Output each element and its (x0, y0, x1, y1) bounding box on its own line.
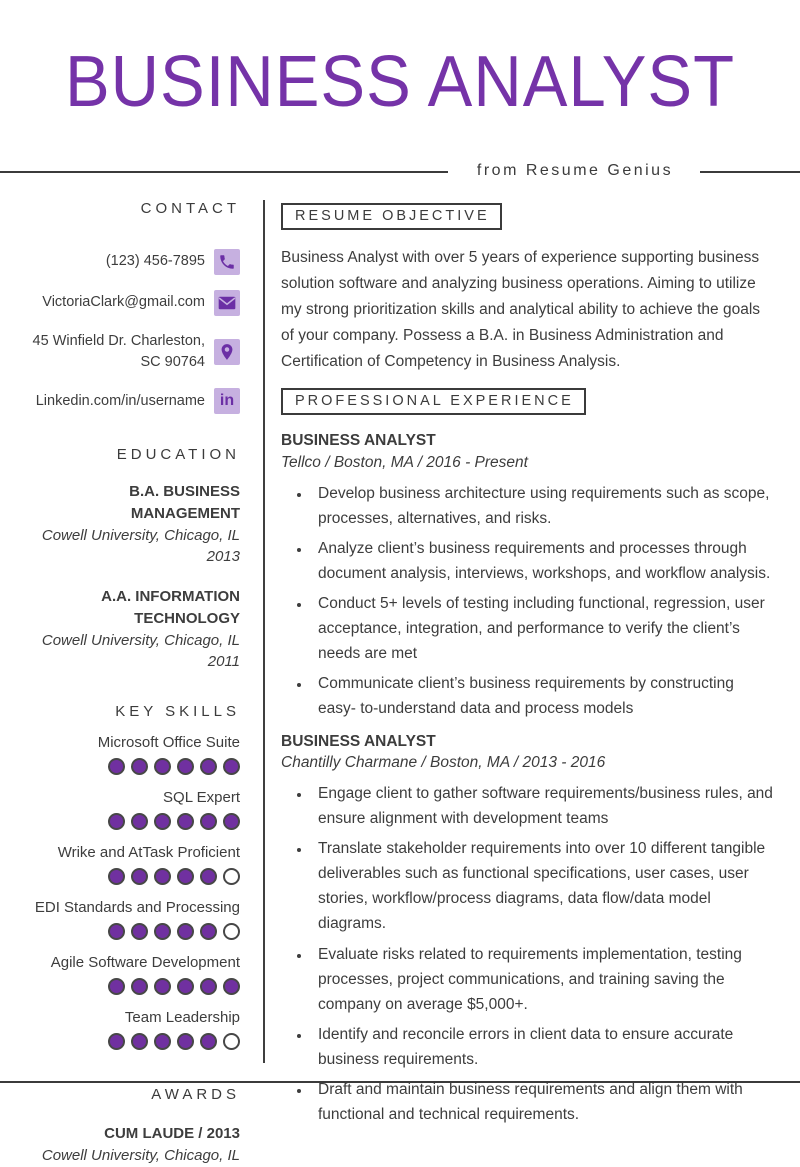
skill-dot-filled (108, 1033, 125, 1050)
skill-label: EDI Standards and Processing (34, 899, 240, 917)
school-name: Cowell University, Chicago, IL (41, 526, 240, 544)
key-skills-section (32, 703, 240, 1050)
skill-rating (32, 758, 240, 775)
education-entry (32, 481, 240, 568)
contact-list (32, 249, 240, 414)
skill-dot-filled (177, 758, 194, 775)
skill-dot-filled (223, 978, 240, 995)
job-meta: Tellco / Boston, MA / 2016 - Present (281, 453, 528, 471)
contact-row-address (32, 331, 240, 373)
awards-section (32, 1086, 240, 1167)
job-bullet: • Translate stakeholder requirements into over 10 different tangible deliverables such as functional specifications, user cases, user stories, workflow/process diagrams, data flow/data model diagrams. (311, 836, 775, 936)
education-entry (32, 586, 240, 673)
location-icon (214, 339, 240, 365)
skill-item (32, 1007, 240, 1050)
degree-name: B.A. BUSINESS MANAGEMENT (129, 483, 240, 522)
skill-label: Wrike and AtTask Proficient (57, 844, 240, 862)
skill-label: SQL Expert (163, 789, 240, 807)
education-section (32, 446, 240, 673)
contact-heading: CONTACT (140, 200, 240, 217)
skill-label: Agile Software Development (50, 954, 240, 972)
skill-dot-filled (200, 1033, 217, 1050)
email-address: VictoriaClark@gmail.com (42, 294, 205, 311)
award-title: CUM LAUDE / 2013 (104, 1125, 240, 1143)
award-entry (32, 1123, 240, 1167)
job-entry (281, 430, 775, 721)
phone-number: (123) 456-7895 (105, 253, 205, 270)
skill-dot-filled (154, 923, 171, 940)
skill-dot-filled (200, 813, 217, 830)
contact-row-phone (32, 249, 240, 275)
job-bullet: • Draft and maintain business requirements and align them with functional and technical requirements. (311, 1077, 775, 1127)
skill-item (32, 897, 240, 940)
skill-dot-filled (131, 868, 148, 885)
sidebar (32, 200, 240, 1167)
skill-dot-filled (177, 1033, 194, 1050)
skill-dot-filled (131, 813, 148, 830)
skill-label: Microsoft Office Suite (97, 734, 240, 752)
tagline-rule-right (700, 171, 800, 173)
job-bullet: • Develop business architecture using requirements such as scope, processes, alternatives, and risks. (311, 481, 775, 531)
main-column (281, 203, 775, 1132)
skill-dot-filled (223, 758, 240, 775)
job-bullet: • Engage client to gather software requirements/business rules, and ensure alignment with development teams (311, 781, 775, 831)
linkedin-icon: in (214, 388, 240, 414)
key-skills-heading: KEY SKILLS (115, 703, 240, 721)
skill-item (32, 842, 240, 885)
skill-rating (32, 1033, 240, 1050)
job-bullet-list (281, 481, 775, 722)
job-bullet: • Identify and reconcile errors in client data to ensure accurate business requirements. (311, 1022, 775, 1072)
job-meta: Chantilly Charmane / Boston, MA / 2013 - 2016 (281, 754, 606, 772)
job-bullet-list (281, 781, 775, 1127)
award-school: Cowell University, Chicago, IL (41, 1146, 240, 1164)
skill-dot-filled (154, 813, 171, 830)
skill-dot-filled (108, 868, 125, 885)
school-name: Cowell University, Chicago, IL (41, 631, 240, 649)
page-title: BUSINESS ANALYST (64, 41, 736, 123)
awards-heading: AWARDS (151, 1086, 240, 1104)
skill-dot-filled (177, 978, 194, 995)
skill-dot-filled (177, 868, 194, 885)
skill-dot-filled (131, 978, 148, 995)
skill-dot-filled (200, 978, 217, 995)
contact-row-linkedin (32, 388, 240, 414)
column-divider (263, 200, 265, 1063)
degree-name: A.A. INFORMATION TECHNOLOGY (101, 588, 240, 627)
skill-dot-filled (131, 923, 148, 940)
resume-objective-text: Business Analyst with over 5 years of experience supporting business solution software and analyzing business operations. Aiming to utilize my strong prioritization skills and analytical ability to achieve the goals of your company. Possess a B.A. in Business Administration and Certification of Competency in Business Analysis. (281, 249, 761, 371)
skill-dot-filled (154, 1033, 171, 1050)
skill-dot-filled (177, 813, 194, 830)
skill-dot-filled (131, 1033, 148, 1050)
street-address: 45 Winfield Dr. Charleston, SC 90764 (32, 333, 205, 371)
skill-rating (32, 813, 240, 830)
skill-dot-filled (223, 813, 240, 830)
skill-dot-filled (200, 758, 217, 775)
skill-rating (32, 868, 240, 885)
phone-icon (214, 249, 240, 275)
job-bullet: • Analyze client’s business requirements and processes through document analysis, interviews, workshops, and workflow analysis. (311, 536, 775, 586)
skill-dot-filled (200, 923, 217, 940)
skill-item (32, 787, 240, 830)
skill-dot-filled (154, 758, 171, 775)
job-bullet: • Communicate client’s business requirements by constructing easy- to-understand data and process models (311, 671, 775, 721)
skill-dot-filled (200, 868, 217, 885)
skill-item (32, 952, 240, 995)
job-title: BUSINESS ANALYST (281, 432, 436, 450)
education-heading: EDUCATION (116, 446, 240, 464)
skill-dot-empty (223, 923, 240, 940)
skill-dot-filled (108, 923, 125, 940)
tagline-rule-left (0, 171, 448, 173)
job-title: BUSINESS ANALYST (281, 732, 436, 750)
skill-dot-filled (108, 978, 125, 995)
skill-rating (32, 978, 240, 995)
skill-dot-filled (108, 813, 125, 830)
job-entry (281, 731, 775, 1128)
graduation-year: 2013 (206, 548, 240, 566)
skill-dot-filled (108, 758, 125, 775)
skill-item (32, 732, 240, 775)
professional-experience-heading: PROFESSIONAL EXPERIENCE (281, 388, 586, 415)
linkedin-url: Linkedin.com/in/username (35, 392, 205, 409)
resume-objective-heading: RESUME OBJECTIVE (281, 203, 502, 230)
job-bullet: • Conduct 5+ levels of testing including functional, regression, user acceptance, integration, and performance to verify the client’s needs are met (311, 591, 775, 666)
skill-rating (32, 923, 240, 940)
graduation-year: 2011 (207, 653, 240, 671)
contact-row-email (32, 290, 240, 316)
skill-dot-filled (154, 978, 171, 995)
skill-dot-empty (223, 868, 240, 885)
skill-label: Team Leadership (124, 1009, 240, 1027)
email-icon (214, 290, 240, 316)
skill-dot-filled (177, 923, 194, 940)
skill-dot-filled (131, 758, 148, 775)
skill-dot-empty (223, 1033, 240, 1050)
tagline: from Resume Genius (476, 162, 674, 179)
job-bullet: • Evaluate risks related to requirements implementation, testing processes, project communications, and training saving the company on average $5,000+. (311, 942, 775, 1017)
skill-dot-filled (154, 868, 171, 885)
